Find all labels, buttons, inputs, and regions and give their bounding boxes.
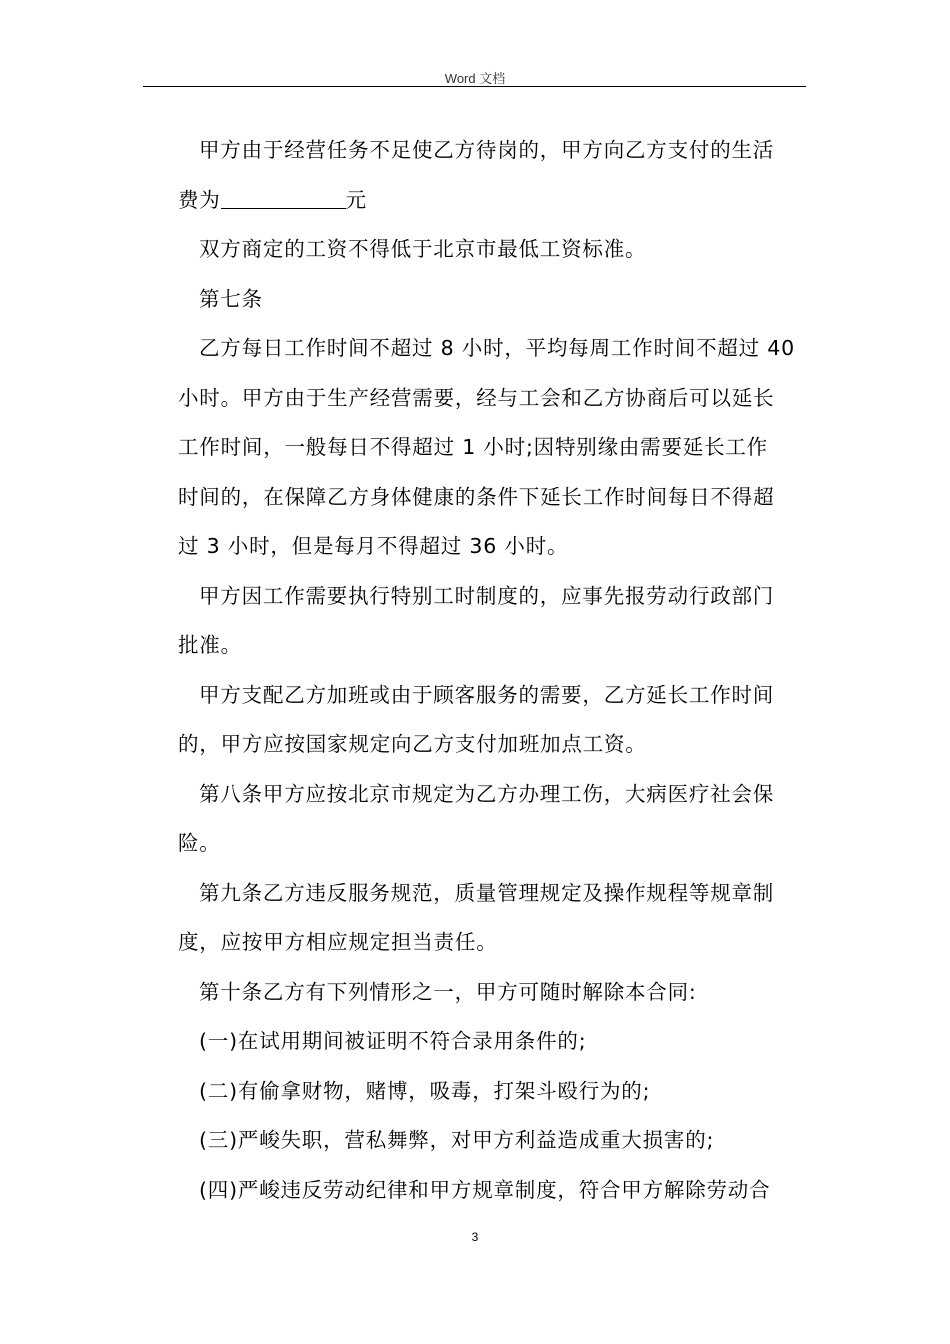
text-line: 双方商定的工资不得低于北京市最低工资标准。	[199, 237, 647, 261]
text-line: 险。	[178, 831, 221, 855]
list-item: (一)在试用期间被证明不符合录用条件的;	[199, 1029, 587, 1053]
text-line: 工作时间，一般每日不得超过 1 小时;因特别缘由需要延长工作	[178, 435, 768, 459]
fill-in-blank	[221, 188, 346, 209]
text-line: 过 3 小时，但是每月不得超过 36 小时。	[178, 534, 569, 558]
list-item: (二)有偷拿财物，赌博，吸毒，打架斗殴行为的;	[199, 1078, 651, 1103]
text-line: 甲方由于经营任务不足使乙方待岗的，甲方向乙方支付的生活	[199, 138, 775, 162]
list-item: (三)严峻失职，营私舞弊，对甲方利益造成重大损害的;	[199, 1128, 715, 1152]
text-line: 乙方每日工作时间不超过 8 小时，平均每周工作时间不超过 40	[199, 336, 795, 360]
text-line: 批准。	[178, 633, 242, 657]
text-line: 时间的，在保障乙方身体健康的条件下延长工作时间每日不得超	[178, 484, 775, 509]
text-line: 度，应按甲方相应规定担当责任。	[178, 930, 498, 954]
text-line	[178, 176, 808, 226]
text-line: 甲方因工作需要执行特别工时制度的，应事先报劳动行政部门	[199, 583, 775, 608]
article-heading: 第七条	[199, 286, 263, 311]
text-line: 甲方支配乙方加班或由于顾客服务的需要，乙方延长工作时间	[199, 682, 775, 707]
text-line: 第八条甲方应按北京市规定为乙方办理工伤，大病医疗社会保	[199, 781, 775, 806]
list-item: (四)严峻违反劳动纪律和甲方规章制度，符合甲方解除劳动合	[199, 1177, 771, 1202]
text-line: 的，甲方应按国家规定向乙方支付加班加点工资。	[178, 732, 647, 756]
text-fragment: 元	[345, 187, 367, 212]
text-line: 第九条乙方违反服务规范，质量管理规定及操作规程等规章制	[199, 880, 775, 905]
document-header-title: Word 文档	[444, 71, 506, 86]
header-divider	[143, 86, 806, 87]
text-line: 小时。甲方由于生产经营需要，经与工会和乙方协商后可以延长	[178, 385, 775, 410]
page-number: 3	[471, 1230, 479, 1244]
text-fragment: 费为	[178, 187, 221, 212]
text-line: 第十条乙方有下列情形之一，甲方可随时解除本合同:	[199, 979, 697, 1004]
document-body	[178, 126, 808, 1215]
